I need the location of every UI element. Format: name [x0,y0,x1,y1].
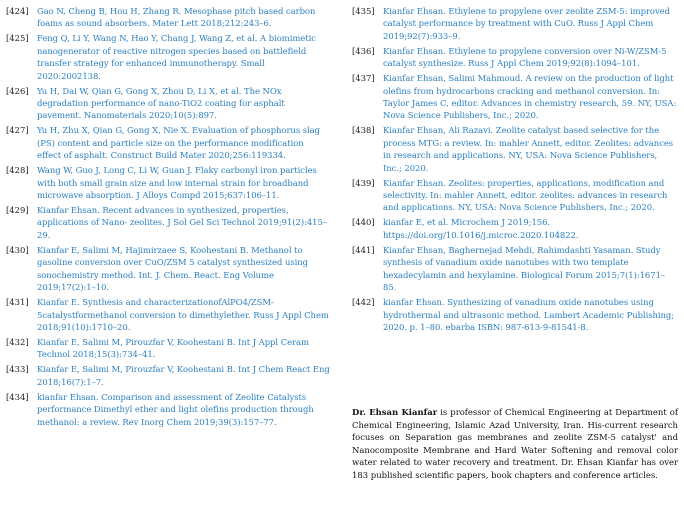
reference-link[interactable]: Yu H, Zhu X, Qian G, Gong X, Nie X. Evaluation of phosphorus slag (PS) content and particle size on the performance modification effect of asphalt. Construct Build Mater 2020;256:119334. [37,125,320,161]
author-bio-text: is professor of Chemical Engineering at Department of Chemical Engineering, Islamic Azad University, Iran. His-current research focuses on Separation gas membranes and zeolite ZSM-5 catalyst' and Nanocomposite Membrane and Hard Water Softening and removal color water related to water recovery and treatment. Dr. Ehsan Kianfar has over 183 published scientific papers, book chapters and conference articles. [352,407,678,480]
reference-link[interactable]: Kianfar E. Synthesis and characterizationofAlPO4/ZSM-5catalystformethanol conversion to dimethylether. Russ J Appl Chem 2018;91(10):1710–20. [37,297,329,332]
reference-number: [439] [352,177,375,188]
reference-number: [441] [352,244,375,255]
reference-item [6,124,330,161]
reference-link[interactable]: Feng Q, Li Y, Wang N, Hao Y, Chang J, Wang Z, et al. A biomimetic nanogenerator of reactive nitrogen species based on battlefield transfer strategy for enhanced immunotherapy. Small 2020:2002138. [37,33,316,81]
author-name: Dr. Ehsan Kianfar [352,407,438,417]
reference-item [6,85,330,122]
reference-link[interactable]: Kianfar E, Salimi M, Pirouzfar V, Koohestani B. Int J Appl Ceram Technol 2018;15(3):734–41. [37,336,309,360]
reference-link[interactable]: Yu H, Dai W, Qian G, Gong X, Zhou D, Li X, et al. The NOx degradation performance of nano-TiO2 coating for asphalt pavement. Nanomaterials 2020;10(5):897. [37,85,285,121]
reference-number: [437] [352,73,375,84]
reference-number: [428] [6,165,29,176]
reference-link[interactable]: kianfar Ehsan. Comparison and assessment of Zeolite Catalysts performance Dimethyl ether and light olefins production through methanol: a review. Rev Inorg Chem 2019;39(3):157–77. [37,391,314,427]
reference-number: [430] [6,244,29,255]
reference-number: [424] [6,6,29,16]
reference-link[interactable]: Kianfar Ehsan. Zeolites: properties, applications, modification and selectivity. In: mahler Annett, editor. zeolites: advances in research and applications. NY, USA: Nova Science Publishers, Inc.; 2020. [383,177,668,213]
reference-number: [442] [352,297,375,308]
reference-number: [438] [352,125,375,136]
reference-link[interactable]: kianfar Ehsan. Synthesizing of vanadium oxide nanotubes using hydrothermal and ultrasonic method. Lambert Academic Publishing; 2020. p. 1–80. ebarba ISBN: 987-613-9-81541-8. [383,297,675,332]
reference-link[interactable]: Kianfar Ehsan. Recent advances in synthesized, properties, applications of Nano- zeolites. J Sol Gel Sci Technol 2019;91(2):415–29. [37,205,327,240]
reference-link[interactable]: Kianfar Ehsan, Baghernejad Mehdi, Rahimdashti Yasaman. Study synthesis of vanadium oxide nanotubes with two template hexadecylamin and hexylamine. Biological Forum 2015;7(1):1671–85. [383,244,666,293]
reference-item [6,296,330,333]
left-reference-column [6,5,330,431]
reference-item [6,391,330,428]
right-reference-column [352,5,678,336]
author-biography [352,406,678,481]
reference-link[interactable]: Gao N, Cheng B, Hou H, Zhang R. Mesophase pitch based carbon foams as sound absorbers. Mater Lett 2018;212:243–6. [37,6,316,29]
reference-number: [429] [6,205,29,216]
reference-item [6,363,330,388]
reference-item [352,5,678,42]
reference-link[interactable]: Wang W, Guo J, Long C, Li W, Guan J. Flaky carbonyl iron particles with both small grain size and low internal strain for broadband microwave absorption. J Alloys Compd 2015;637:106–11. [37,165,317,201]
reference-number: [426] [6,85,29,96]
reference-link[interactable]: Kianfar Ehsan. Ethylene to propylene conversion over Ni-W/ZSM-5 catalyst synthesize. Russ J Appl Chem 2019;92(8):1094–101. [383,45,667,69]
reference-number: [435] [352,6,375,16]
reference-item [352,124,678,174]
reference-number: [432] [6,336,29,347]
reference-item [6,5,330,30]
reference-item [352,177,678,214]
reference-link[interactable]: Kianfar Ehsan, Ali Razavi. Zeolite catalyst based selective for the process MTG: a review. In: mahler Annett, editor. Zeolites: advances in research and applications. NY, USA: Nova Science Publishers, Inc.; 2020. [383,125,674,173]
reference-number: [431] [6,297,29,308]
reference-item [352,45,678,70]
reference-number: [440] [352,217,375,228]
reference-link[interactable]: kianfar E, et al. Microchem J 2019;156. https://doi.org/10.1016/j.microc.2020.104822. [383,217,579,240]
reference-link[interactable]: Kianfar E, Salimi M, Hajimirzaee S, Koohestani B. Methanol to gasoline conversion over CuO/ZSM 5 catalyst synthesized using sonochemistry method. Int. J. Chem. React. Eng Volume 2019;17(2):1–10. [37,244,309,293]
reference-item [352,216,678,241]
reference-item [6,164,330,201]
reference-number: [434] [6,391,29,402]
reference-item [352,296,678,333]
reference-number: [433] [6,364,29,375]
reference-link[interactable]: Kianfar Ehsan. Ethylene to propylene over zeolite ZSM-5: improved catalyst performance by treatment with CuO. Russ J Appl Chem 2019;92(7):933–9. [383,6,670,41]
reference-number: [427] [6,125,29,136]
reference-number: [425] [6,33,29,44]
reference-number: [436] [352,45,375,56]
reference-item [6,204,330,241]
reference-item [6,336,330,361]
reference-link[interactable]: Kianfar E, Salimi M, Pirouzfar V, Koohestani B. Int J Chem React Eng 2018;16(7):1–7. [37,364,330,387]
reference-item [352,244,678,294]
reference-link[interactable]: Kianfar Ehsan, Salimi Mahmoud. A review on the production of light olefins from hydrocarbons cracking and methanol conversion. In: Taylor James C, editor. Advances in chemistry research, 59. NY, USA: Nova Science Publishers, Inc.; 2020. [383,73,677,121]
reference-item [352,72,678,122]
reference-item [6,244,330,294]
reference-item [6,32,330,82]
